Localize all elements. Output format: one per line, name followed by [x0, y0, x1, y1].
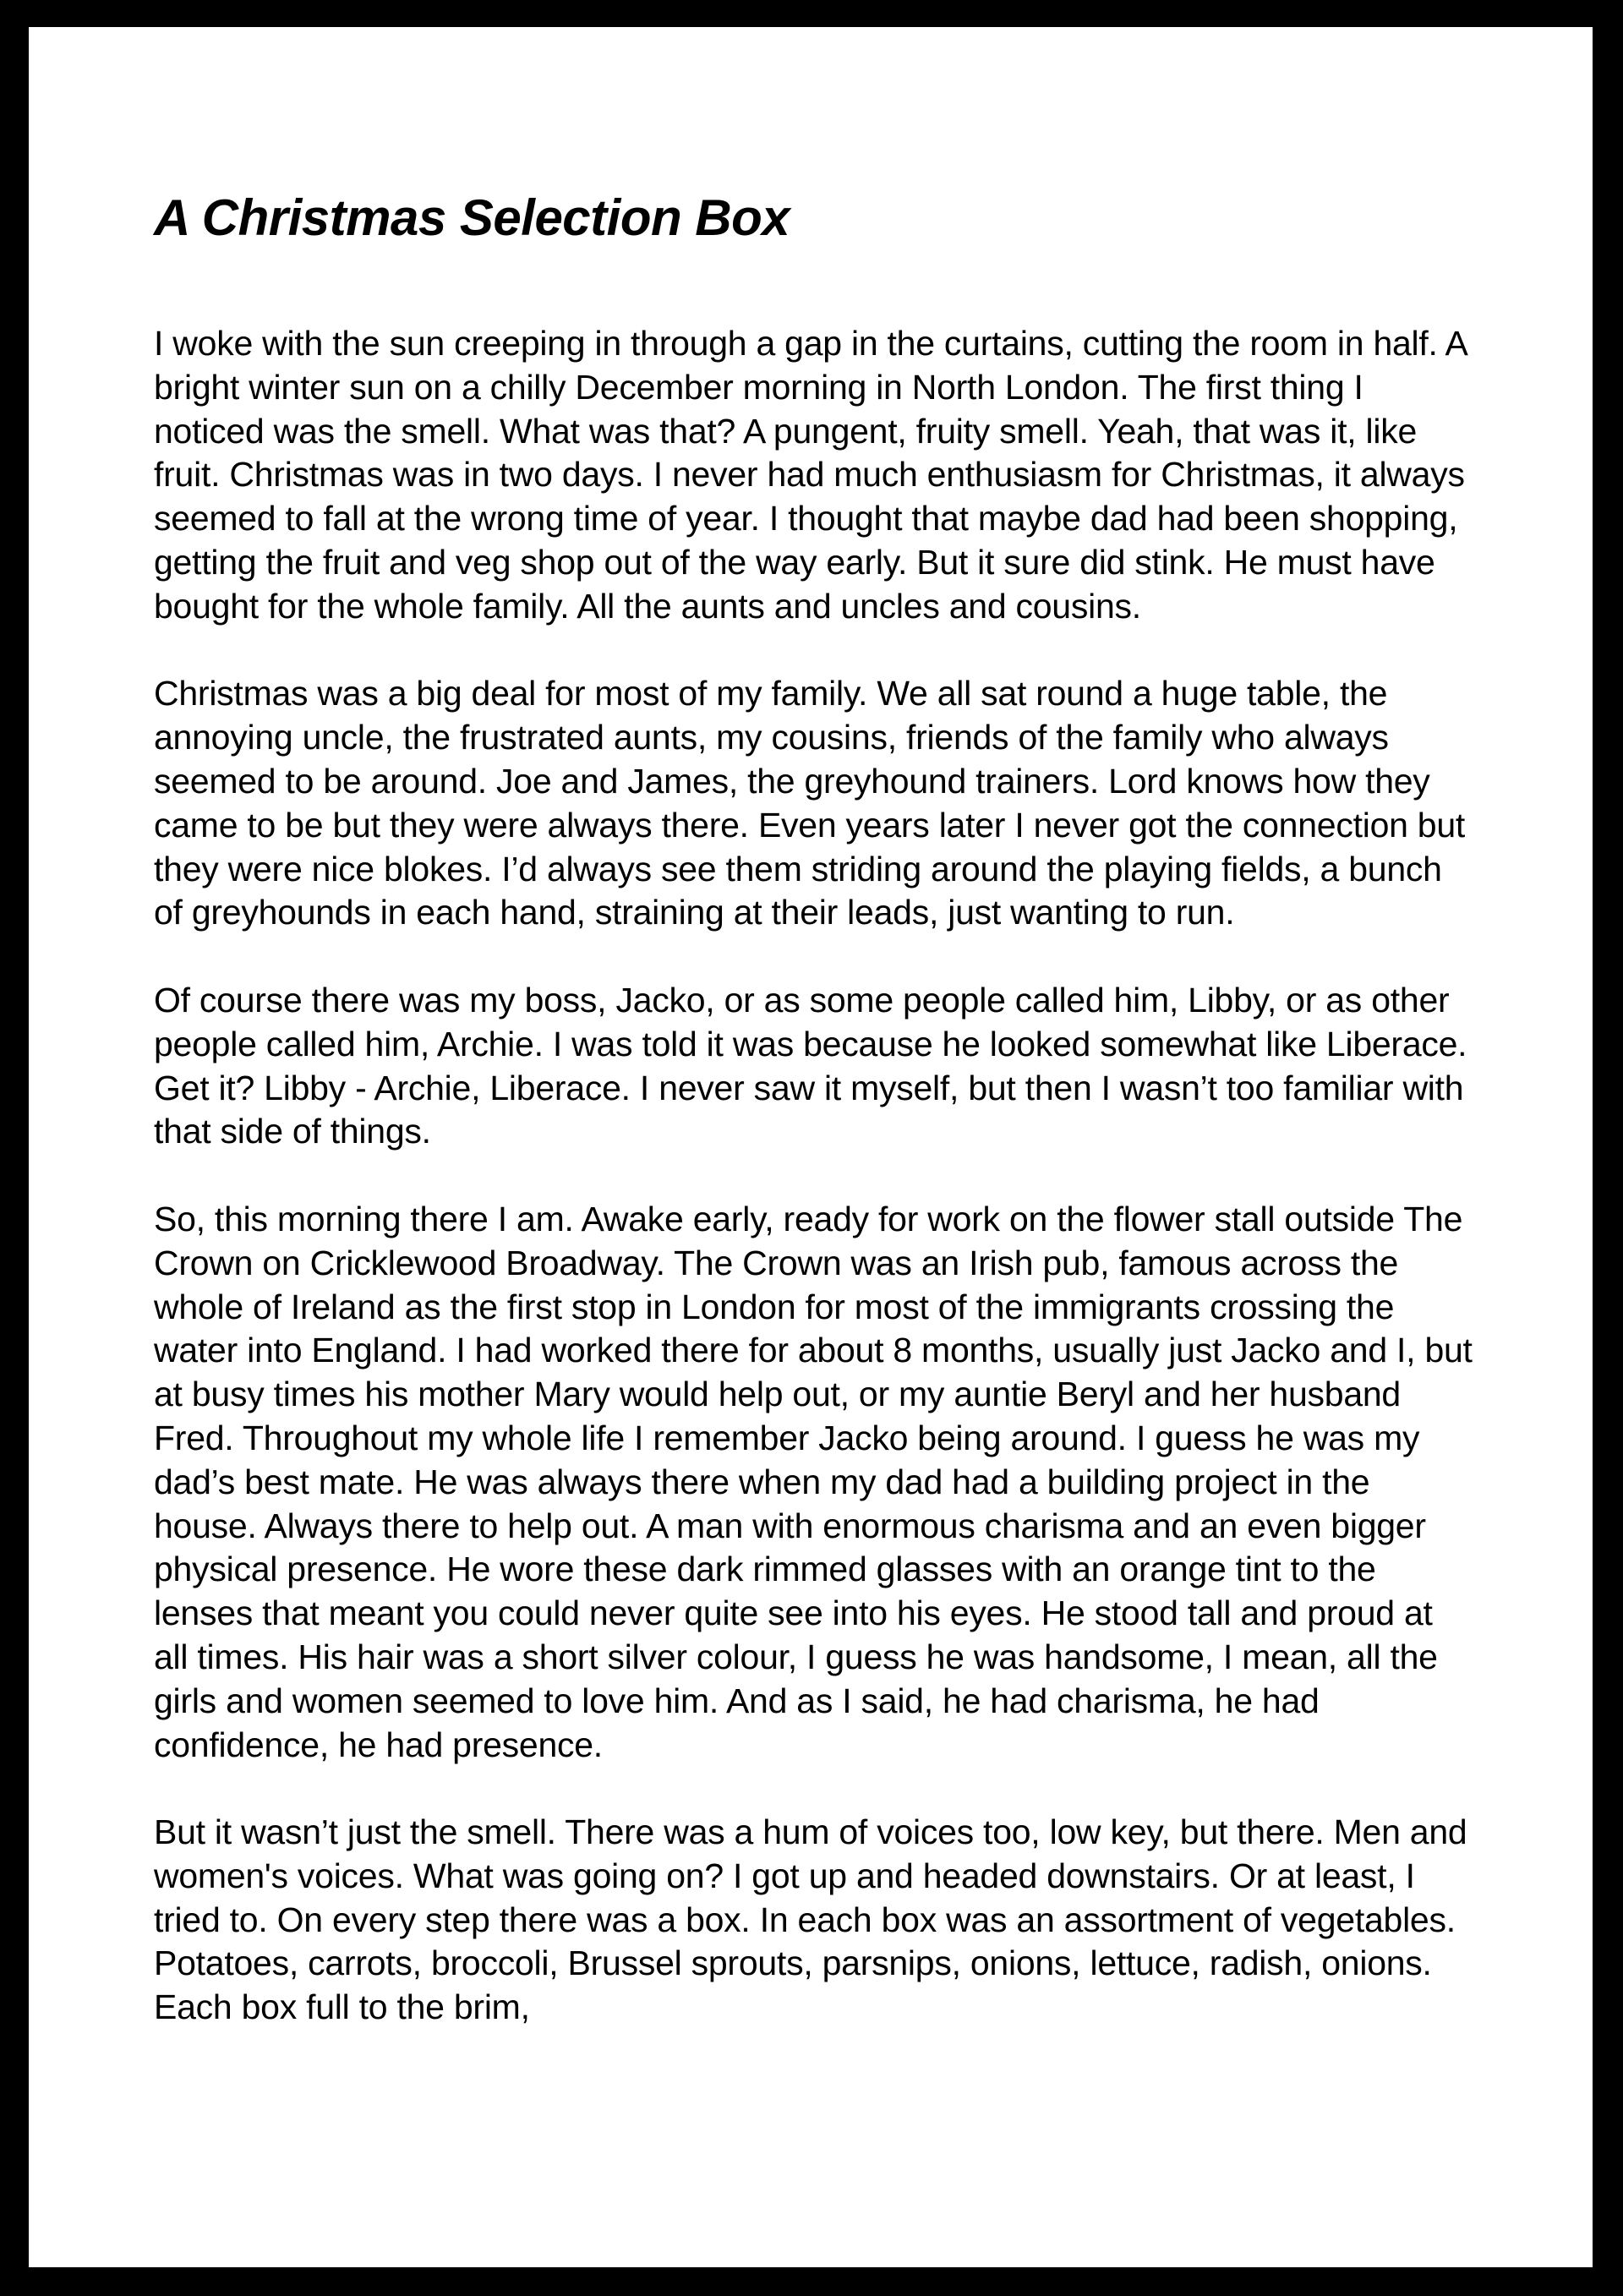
paragraph: Christmas was a big deal for most of my family. We all sat round a huge table, the annoying uncle, the frustrated aunts, my cousins, friends of the family who always seemed to be around. Joe and James, the greyhound trainers. Lord knows how they came to be but they were always there. Even years later I never got the connection but they were nice blokes. I’d always see them striding around the playing fields, a bunch of greyhounds in each hand, straining at their leads, just wanting to run. [154, 674, 1466, 932]
paragraph: I woke with the sun creeping in through a gap in the curtains, cutting the room in half. A bright winter sun on a chilly December morning in North London. The first thing I noticed was the smell. What was that? A pungent, fruity smell. Yeah, that was it, like fruit. Christmas was in two days. I never had much enthusiasm for Christmas, it always seemed to fall at the wrong time of year. I thought that maybe dad had been shopping, getting the fruit and veg shop out of the way early. But it sure did stink. He must have bought for the whole family. All the aunts and uncles and cousins. [154, 324, 1467, 626]
document-title: A Christmas Selection Box [154, 189, 790, 246]
paragraph: Of course there was my boss, Jacko, or as some people called him, Libby, or as other people called him, Archie. I was told it was because he looked somewhat like Liberace. Get it? Libby - Archie, Liberace. I never saw it myself, but then I wasn’t too familiar with that side of things. [154, 980, 1467, 1151]
document-page [29, 27, 1593, 2267]
document-body [154, 322, 1474, 2030]
paragraph: But it wasn’t just the smell. There was a hum of voices too, low key, but there. Men and women's voices. What was going on? I got up and headed downstairs. Or at least, I tried to. On every step there was a box. In each box was an assortment of vegetables. Potatoes, carrots, broccoli, Brussel sprouts, parsnips, onions, lettuce, radish, onions. Each box full to the brim, [154, 1812, 1467, 2027]
paragraph: So, this morning there I am. Awake early, ready for work on the flower stall outside The Crown on Cricklewood Broadway. The Crown was an Irish pub, famous across the whole of Ireland as the first stop in London for most of the immigrants crossing the water into England. I had worked there for about 8 months, usually just Jacko and I, but at busy times his mother Mary would help out, or my auntie Beryl and her husband Fred. Throughout my whole life I remember Jacko being around. I guess he was my dad’s best mate. He was always there when my dad had a building project in the house. Always there to help out. A man with enormous charisma and an even bigger physical presence. He wore these dark rimmed glasses with an orange tint to the lenses that meant you could never quite see into his eyes. He stood tall and proud at all times. His hair was a short silver colour, I guess he was handsome, I mean, all the girls and women seemed to love him. And as I said, he had charisma, he had confidence, he had presence. [154, 1199, 1473, 1764]
